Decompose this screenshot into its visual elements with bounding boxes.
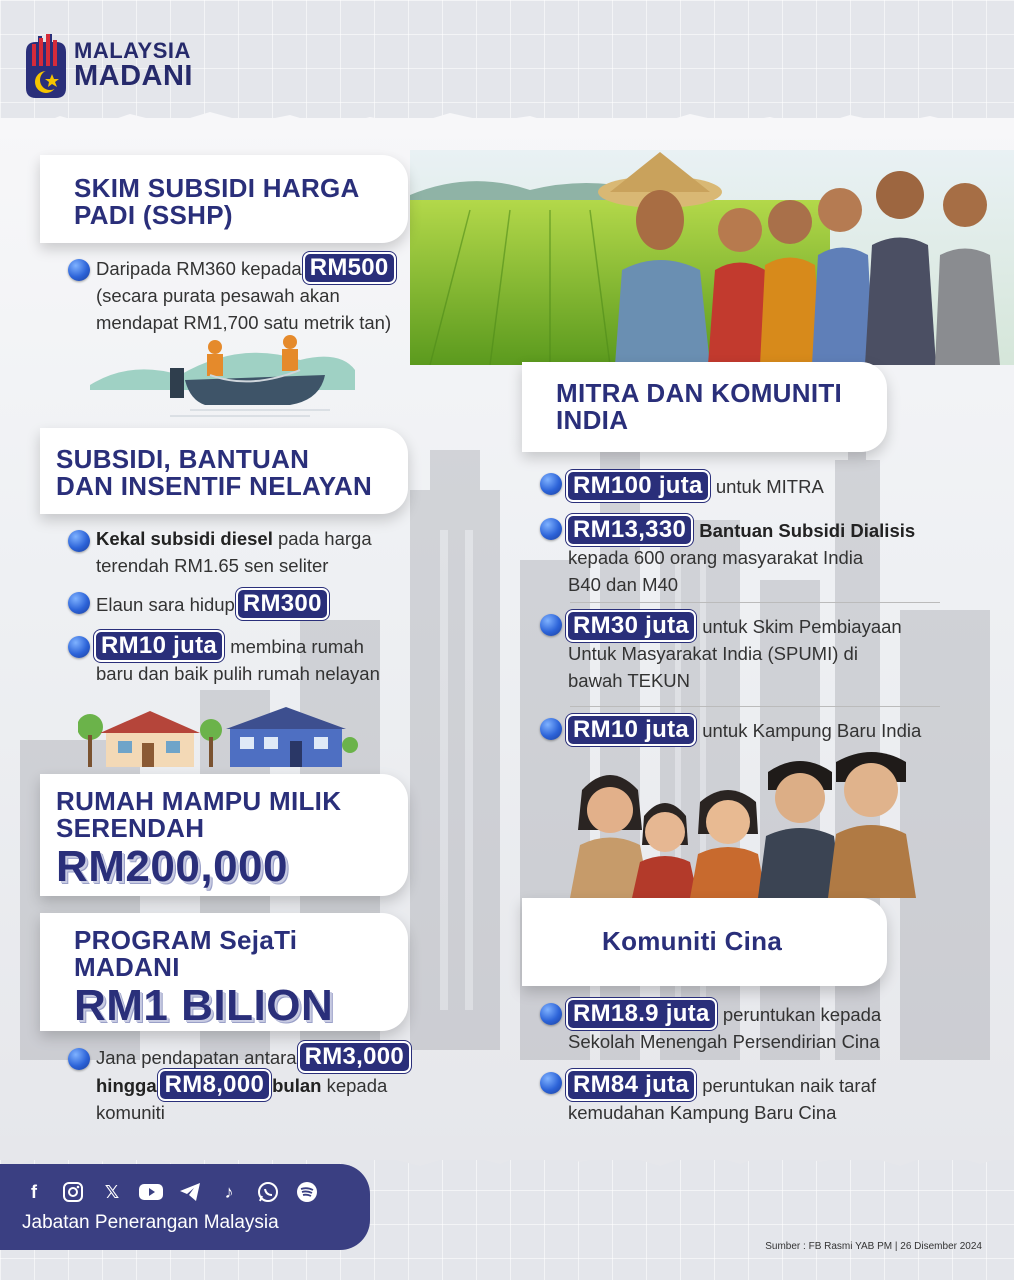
madani-emblem-icon bbox=[22, 30, 68, 100]
x-icon[interactable]: 𝕏 bbox=[104, 1181, 120, 1202]
sejati-amount: RM1 BILION bbox=[74, 980, 334, 1030]
mitra-item2-line2: kepada 600 orang masyarakat India bbox=[568, 547, 864, 568]
cina-item-1 bbox=[568, 1000, 988, 1055]
facebook-icon[interactable]: f bbox=[31, 1181, 37, 1202]
bullet-icon bbox=[68, 259, 90, 281]
bullet-icon bbox=[68, 592, 90, 614]
whatsapp-icon[interactable] bbox=[254, 1178, 282, 1206]
nelayan-item3-line2: baru dan baik pulih rumah nelayan bbox=[96, 663, 380, 684]
cina-item2-rest: peruntukan naik taraf bbox=[702, 1075, 877, 1096]
mitra-item3-highlight: RM30 juta bbox=[568, 612, 694, 640]
tiktok-icon[interactable]: ♪ bbox=[224, 1181, 234, 1202]
mitra-title-card bbox=[522, 362, 887, 452]
sshp-title-line1: SKIM SUBSIDI HARGA bbox=[74, 173, 360, 203]
cina-item2-highlight: RM84 juta bbox=[568, 1071, 694, 1099]
logo-line1: MALAYSIA bbox=[74, 37, 191, 63]
footer-label: Jabatan Penerangan Malaysia bbox=[22, 1212, 279, 1233]
bullet-icon bbox=[540, 473, 562, 495]
nelayan-item3-rest: membina rumah bbox=[230, 636, 364, 657]
nelayan-item2-text: Elaun sara hidup bbox=[96, 594, 235, 615]
mitra-item2-line3: B40 dan M40 bbox=[568, 574, 679, 595]
sejati-highlight-1: RM3,000 bbox=[300, 1043, 409, 1071]
instagram-icon[interactable] bbox=[59, 1178, 87, 1206]
malaysia-madani-logo bbox=[22, 30, 193, 100]
sejati-highlight-2: RM8,000 bbox=[160, 1071, 269, 1099]
rumah-mampu-milik-card bbox=[40, 774, 408, 896]
sshp-title-line2: PADI (SSHP) bbox=[74, 200, 233, 231]
nelayan-item1-rest: pada harga bbox=[278, 528, 372, 549]
sejati-title-line2: MADANI bbox=[74, 952, 180, 983]
divider bbox=[570, 706, 940, 707]
cina-item2-line2: kemudahan Kampung Baru Cina bbox=[568, 1102, 837, 1123]
sejati-item bbox=[96, 1043, 496, 1126]
nelayan-title-line2: DAN INSENTIF NELAYAN bbox=[56, 471, 373, 502]
sshp-highlight: RM500 bbox=[305, 254, 394, 282]
sejati-title-line1: PROGRAM SejaTi bbox=[74, 925, 298, 955]
youtube-icon[interactable] bbox=[137, 1178, 165, 1206]
cina-item1-line2: Sekolah Menengah Persendirian Cina bbox=[568, 1031, 880, 1052]
telegram-icon[interactable] bbox=[176, 1178, 204, 1206]
sejati-item-bold2: bulan bbox=[272, 1075, 322, 1096]
nelayan-title-card bbox=[40, 428, 408, 514]
komuniti-cina-card bbox=[522, 898, 887, 986]
sshp-item-line2: (secara purata pesawah akan bbox=[96, 285, 340, 306]
paddy-farmers-photo bbox=[410, 150, 1014, 365]
sejati-item-line3: komuniti bbox=[96, 1102, 165, 1123]
cina-item1-rest: peruntukan kepada bbox=[722, 1004, 882, 1025]
mitra-item3-rest: untuk Skim Pembiayaan bbox=[702, 616, 902, 637]
cina-item1-highlight: RM18.9 juta bbox=[568, 1000, 715, 1028]
nelayan-item-2 bbox=[96, 590, 426, 618]
nelayan-item-3 bbox=[96, 632, 441, 687]
mitra-title-line2: INDIA bbox=[556, 405, 629, 436]
mitra-item1-rest: untuk MITRA bbox=[715, 476, 824, 497]
komuniti-cina-title: Komuniti Cina bbox=[602, 926, 783, 956]
mitra-item-1 bbox=[568, 472, 988, 500]
sejati-madani-card bbox=[40, 913, 408, 1031]
bullet-icon bbox=[68, 530, 90, 552]
mitra-item4-highlight: RM10 juta bbox=[568, 716, 694, 744]
mitra-item3-line2: Untuk Masyarakat India (SPUMI) di bbox=[568, 643, 858, 664]
nelayan-item3-highlight: RM10 juta bbox=[96, 632, 222, 660]
nelayan-title-line1: SUBSIDI, BANTUAN bbox=[56, 444, 310, 474]
bullet-icon bbox=[540, 614, 562, 636]
nelayan-item-1 bbox=[96, 525, 426, 579]
sejati-item-text: Jana pendapatan antara bbox=[96, 1047, 297, 1068]
sejati-item-bold1: hingga bbox=[96, 1075, 157, 1096]
chinese-community-photo bbox=[560, 750, 940, 898]
cina-item-2 bbox=[568, 1071, 988, 1126]
mitra-item4-rest: untuk Kampung Baru India bbox=[702, 720, 922, 741]
bullet-icon bbox=[540, 518, 562, 540]
bullet-icon bbox=[540, 718, 562, 740]
mitra-item-4 bbox=[568, 716, 988, 744]
sejati-item-rest: kepada bbox=[326, 1075, 388, 1096]
bullet-icon bbox=[68, 636, 90, 658]
sshp-item bbox=[96, 254, 476, 336]
mitra-item-3 bbox=[568, 612, 988, 694]
sshp-title-card bbox=[40, 155, 408, 243]
bullet-icon bbox=[540, 1072, 562, 1094]
source-text: Sumber : FB Rasmi YAB PM | 26 Disember 2024 bbox=[765, 1241, 982, 1252]
fishermen-boat-illustration bbox=[90, 330, 360, 420]
footer-bar bbox=[0, 1164, 370, 1250]
nelayan-item1-bold: Kekal subsidi diesel bbox=[96, 528, 273, 549]
bullet-icon bbox=[540, 1003, 562, 1025]
mitra-item2-bold: Bantuan Subsidi Dialisis bbox=[699, 520, 916, 541]
mitra-item-2 bbox=[568, 516, 988, 598]
houses-illustration bbox=[78, 705, 358, 770]
torn-paper-top-edge bbox=[0, 108, 1014, 138]
rumah-amount: RM200,000 bbox=[56, 841, 288, 891]
mitra-item1-highlight: RM100 juta bbox=[568, 472, 708, 500]
nelayan-item1-line2: terendah RM1.65 sen seliter bbox=[96, 555, 329, 576]
social-icons bbox=[20, 1178, 321, 1206]
mitra-item3-line3: bawah TEKUN bbox=[568, 670, 691, 691]
sshp-item-line3: mendapat RM1,700 satu metrik tan) bbox=[96, 312, 392, 333]
nelayan-item2-highlight: RM300 bbox=[238, 590, 327, 618]
sshp-item-text: Daripada RM360 kepada bbox=[96, 258, 302, 279]
rumah-title-line1: RUMAH MAMPU MILIK bbox=[56, 786, 342, 816]
bullet-icon bbox=[68, 1048, 90, 1070]
logo-line2: MADANI bbox=[74, 59, 193, 92]
mitra-item2-highlight: RM13,330 bbox=[568, 516, 691, 544]
rumah-title-line2: SERENDAH bbox=[56, 813, 205, 844]
mitra-title-line1: MITRA DAN KOMUNITI bbox=[556, 378, 843, 408]
divider bbox=[570, 602, 940, 603]
spotify-icon[interactable] bbox=[293, 1178, 321, 1206]
